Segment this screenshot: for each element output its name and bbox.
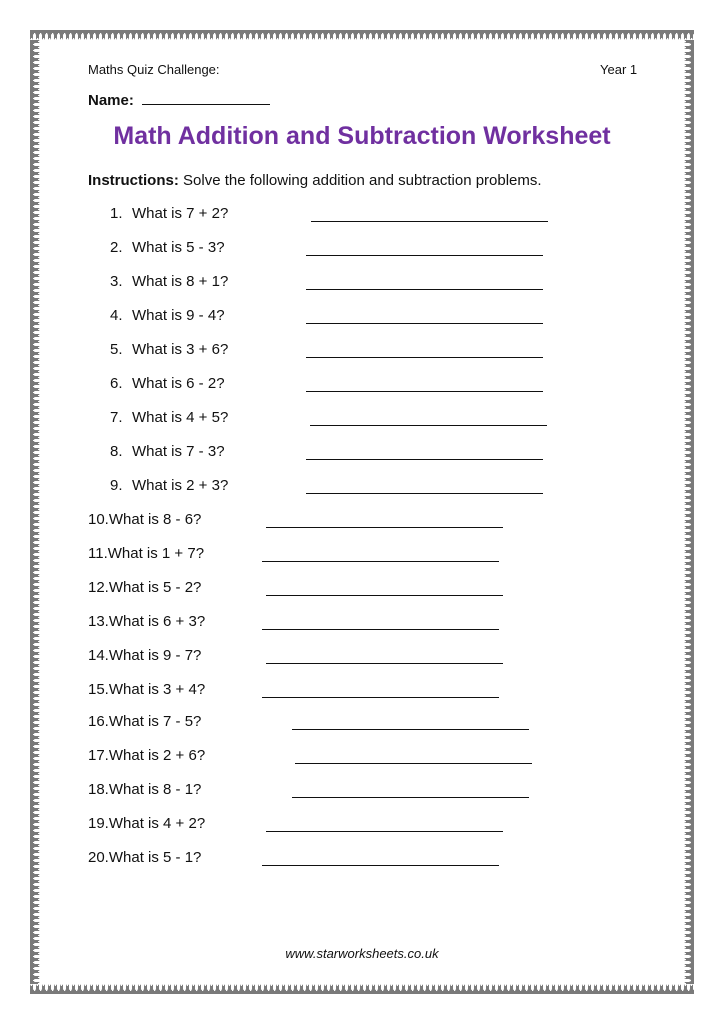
question-number: 8.: [110, 443, 123, 460]
answer-line[interactable]: [310, 425, 547, 426]
question-text: What is 8 - 6?: [108, 511, 202, 528]
question-text: What is 2 + 3?: [132, 477, 229, 494]
question-item: [88, 613, 205, 630]
question-number: 4.: [110, 307, 123, 324]
question-item: [110, 443, 225, 460]
question-text: What is 3 + 6?: [132, 341, 229, 358]
instructions-label: Instructions:: [88, 172, 179, 189]
question-text: What is 5 - 3?: [132, 239, 225, 256]
answer-line[interactable]: [266, 663, 503, 664]
question-number: 3.: [110, 273, 123, 290]
question-text: What is 5 - 2?: [108, 579, 202, 596]
question-item: [88, 579, 201, 596]
instructions: [88, 172, 542, 189]
answer-line[interactable]: [306, 255, 543, 256]
question-number: 7.: [110, 409, 123, 426]
answer-line[interactable]: [262, 629, 499, 630]
question-item: [110, 239, 225, 256]
answer-line[interactable]: [262, 561, 499, 562]
question-number: 20.: [88, 849, 109, 866]
question-text: What is 7 - 3?: [132, 443, 225, 460]
question-item: [110, 205, 228, 222]
question-item: [88, 681, 205, 698]
answer-line[interactable]: [266, 595, 503, 596]
question-item: [110, 273, 228, 290]
answer-line[interactable]: [306, 289, 543, 290]
question-item: [88, 815, 205, 832]
question-item: [88, 545, 204, 562]
question-item: [110, 409, 228, 426]
quiz-header-label: Maths Quiz Challenge:: [88, 62, 220, 77]
answer-line[interactable]: [306, 323, 543, 324]
question-number: 16.: [88, 713, 109, 730]
question-text: What is 9 - 4?: [132, 307, 225, 324]
question-number: 9.: [110, 477, 123, 494]
decorative-border-left: [30, 40, 40, 984]
answer-line[interactable]: [266, 527, 503, 528]
instructions-text: Solve the following addition and subtraction problems.: [183, 172, 542, 189]
question-item: [110, 375, 225, 392]
decorative-border-bottom: [30, 984, 694, 994]
question-text: What is 4 + 2?: [108, 815, 206, 832]
question-text: What is 5 - 1?: [108, 849, 202, 866]
question-item: [110, 307, 225, 324]
question-item: [88, 849, 201, 866]
question-number: 1.: [110, 205, 123, 222]
question-number: 17.: [88, 747, 109, 764]
question-number: 11.: [88, 545, 108, 562]
answer-line[interactable]: [292, 729, 529, 730]
year-label: Year 1: [600, 62, 638, 77]
question-text: What is 9 - 7?: [108, 647, 202, 664]
answer-line[interactable]: [266, 831, 503, 832]
question-number: 10.: [88, 511, 109, 528]
question-item: [88, 747, 205, 764]
name-label: Name:: [88, 92, 134, 109]
question-text: What is 8 - 1?: [108, 781, 202, 798]
question-text: What is 4 + 5?: [132, 409, 229, 426]
answer-line[interactable]: [311, 221, 548, 222]
question-number: 15.: [88, 681, 109, 698]
question-number: 18.: [88, 781, 109, 798]
answer-line[interactable]: [292, 797, 529, 798]
worksheet-title: Math Addition and Subtraction Worksheet: [113, 122, 611, 150]
question-number: 2.: [110, 239, 123, 256]
question-number: 6.: [110, 375, 123, 392]
answer-line[interactable]: [306, 459, 543, 460]
question-number: 5.: [110, 341, 123, 358]
answer-line[interactable]: [262, 697, 499, 698]
question-text: What is 6 + 3?: [108, 613, 206, 630]
answer-line[interactable]: [262, 865, 499, 866]
question-item: [88, 713, 201, 730]
question-text: What is 7 + 2?: [132, 205, 229, 222]
footer-url: www.starworksheets.co.uk: [285, 946, 439, 961]
question-text: What is 1 + 7?: [107, 545, 205, 562]
answer-line[interactable]: [306, 357, 543, 358]
question-item: [110, 341, 228, 358]
decorative-border-right: [684, 40, 694, 984]
answer-line[interactable]: [306, 493, 543, 494]
decorative-border-top: [30, 30, 694, 40]
answer-line[interactable]: [306, 391, 543, 392]
name-field: [88, 90, 270, 109]
question-item: [88, 511, 201, 528]
question-number: 12.: [88, 579, 109, 596]
answer-line[interactable]: [295, 763, 532, 764]
question-text: What is 8 + 1?: [132, 273, 229, 290]
question-item: [110, 477, 228, 494]
question-text: What is 2 + 6?: [108, 747, 206, 764]
question-item: [88, 647, 201, 664]
question-text: What is 6 - 2?: [132, 375, 225, 392]
question-number: 19.: [88, 815, 109, 832]
name-blank-line[interactable]: [142, 90, 270, 105]
question-number: 13.: [88, 613, 109, 630]
question-number: 14.: [88, 647, 109, 664]
question-text: What is 7 - 5?: [108, 713, 202, 730]
question-text: What is 3 + 4?: [108, 681, 206, 698]
question-item: [88, 781, 201, 798]
